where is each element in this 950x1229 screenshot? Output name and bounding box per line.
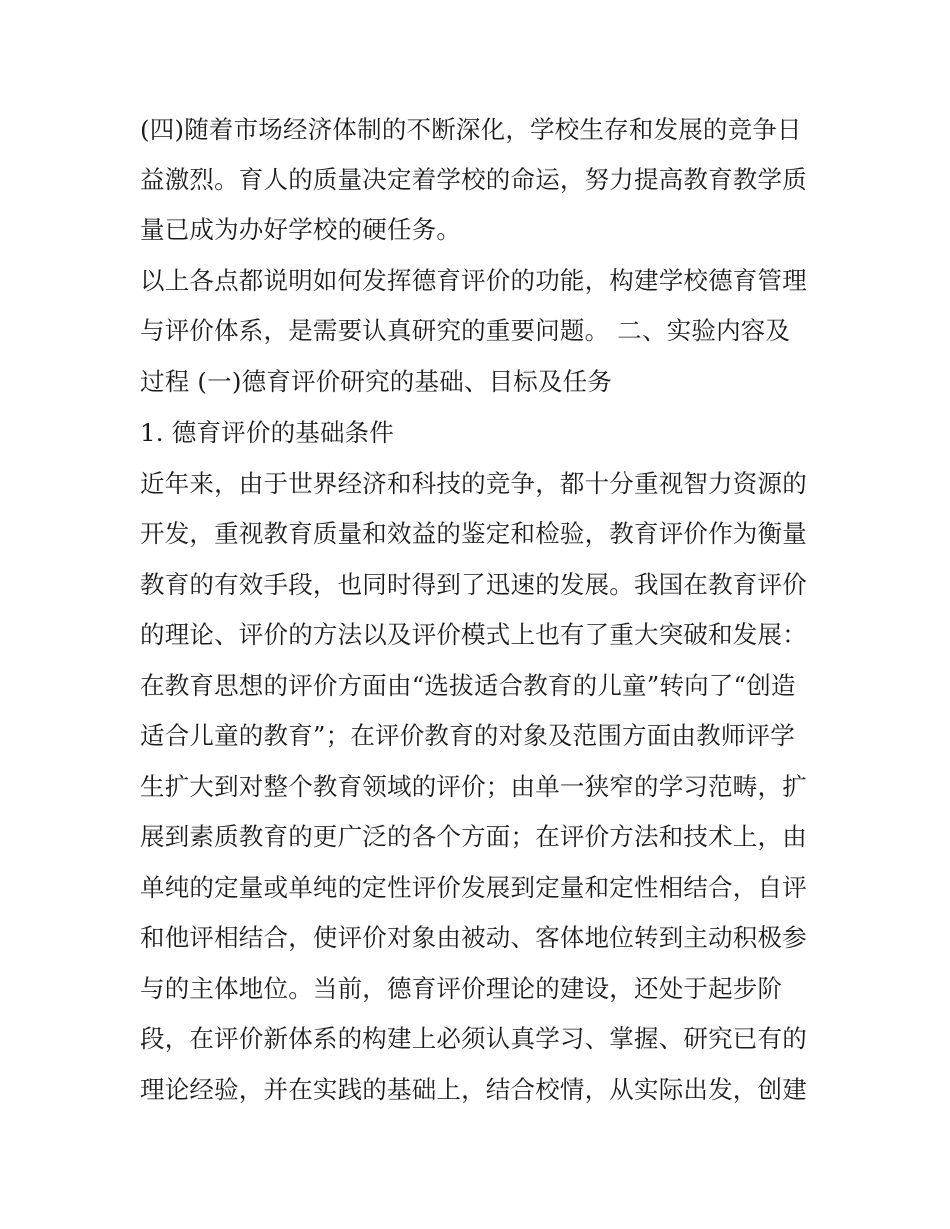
text-line: 的理论、评价的方法以及评价模式上也有了重大突破和发展： xyxy=(140,620,807,649)
text-line: 和他评相结合，使评价对象由被动、客体地位转到主动积极参 xyxy=(140,923,807,952)
text-line: 生扩大到对整个教育领域的评价；由单一狭窄的学习范畴，扩 xyxy=(140,772,807,801)
text-line: 段，在评价新体系的构建上必须认真学习、掌握、研究已有的 xyxy=(140,1024,807,1053)
text-line: 在教育思想的评价方面由“选拔适合教育的儿童”转向了“创造 xyxy=(140,671,796,700)
text-line: 近年来，由于世界经济和科技的竞争，都十分重视智力资源的 xyxy=(140,469,807,498)
text-line: 与评价体系，是需要认真研究的重要问题。 二、实验内容及 xyxy=(140,316,791,345)
text-line: 展到素质教育的更广泛的各个方面；在评价方法和技术上，由 xyxy=(140,822,807,851)
text-line: 开发，重视教育质量和效益的鉴定和检验，教育评价作为衡量 xyxy=(140,519,807,548)
text-line: 以上各点都说明如何发挥德育评价的功能，构建学校德育管理 xyxy=(140,266,807,295)
text-line: 理论经验，并在实践的基础上，结合校情，从实际出发，创建 xyxy=(140,1075,807,1104)
text-line: 量已成为办好学校的硬任务。 xyxy=(140,215,462,244)
text-line: 益激烈。育人的质量决定着学校的命运，努力提高教育教学质 xyxy=(140,165,807,194)
section-heading: 过程 (一)德育评价研究的基础、目标及任务 xyxy=(140,367,613,396)
text-line: 单纯的定量或单纯的定性评价发展到定量和定性相结合，自评 xyxy=(140,873,807,902)
text-line: 与的主体地位。当前，德育评价理论的建设，还处于起步阶 xyxy=(140,974,783,1003)
text-line: (四)随着市场经济体制的不断深化，学校生存和发展的竞争日 xyxy=(140,115,802,144)
subsection-heading: 1. 德育评价的基础条件 xyxy=(140,418,395,447)
text-line: 教育的有效手段，也同时得到了迅速的发展。我国在教育评价 xyxy=(140,570,807,599)
text-line: 适合儿童的教育”；在评价教育的对象及范围方面由教师评学 xyxy=(140,721,795,750)
